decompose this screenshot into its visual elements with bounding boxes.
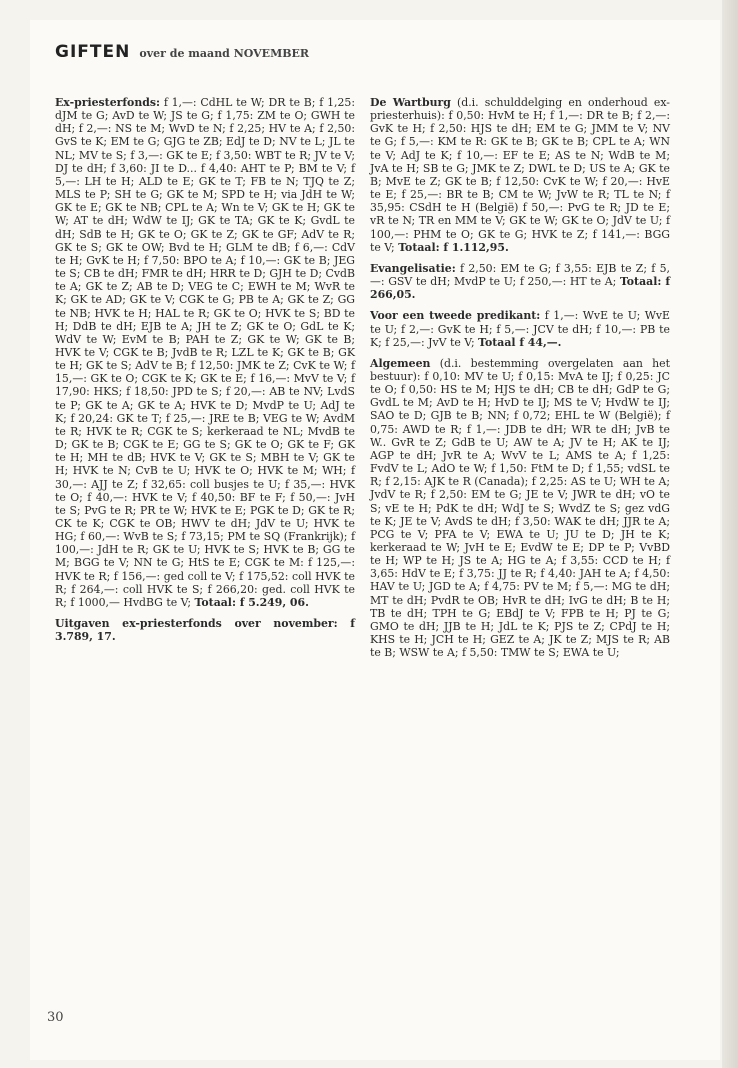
section-body: (d.i. bestemming overgelaten aan het bestuur): f 0,10: MV te U; f 0,15: MvA te IJ; f 0,25: JC te O; f 0,50: HS te M; HJS te dH; CB te dH; GdP te G; GvdL te M; AvD te H; HvD te IJ; MS te V; HvdW te IJ; SAO te D; GJB te B; NN; f 0,72; EHL te W (België); f 0,75: AWD te R; f 1,—: JDB te dH; WR te dH; JvB te W.. GvR te Z; GdB te U; AW te A; JV te H; AK te IJ; AGP te dH; JvR te A; WvV te L; AMS te A; f 1,25: FvdV te L; AdO te W; f 1,50: FtM te D; f 1,55; vdSL te R; f 2,15: AJK te R (Canada); f 2,25: AS te U; WH te A; JvdV te R; f 2,50: EM te G; JE te V; JWR te dH; vO te S; vE te H; PdK te dH; WdJ te S; WvdZ te S; gez vdG te K; JE te V; AvdS te dH; f 3,50: WAK te dH; JJR te A; PCG te V; PFA te V; EWA te U; JU te D; JH te K; kerkeraad te W; JvH te E; EvdW te E; DP te P; VvBD te H; WP te H; JS te A; HG te A; f 3,55: CCD te H; f 3,65: HdV te E; f 3,75: JJ te R; f 4,40: JAH te A; f 4,50: HAV te U; JGD te A; f 4,75: PV te M; f 5,—: MG te dH; MT te dH; PvdR te OB; HvR te dH; IvG te dH; B te H; TB te dH; TPH te G; EBdJ te V; FPB te H; PJ te G; GMO te dH; JJB te H; JdL te K; PJS te Z; CPdJ te H; KHS te H; JCH te H; GEZ te A; JK te Z; MJS te R; AB te B; WSW te A; f 5,50: TMW te S; EWA te U; bbox=[370, 356, 670, 660]
section-ex-priesterfonds bbox=[55, 96, 355, 609]
section-total: Totaal f 44,—. bbox=[478, 335, 562, 349]
section-label: Voor een tweede predikant: bbox=[370, 309, 541, 323]
page-header bbox=[55, 42, 309, 62]
section-uitgaven: Uitgaven ex-priesterfonds over november: f 3.789, 17. bbox=[55, 617, 355, 644]
page-title: GIFTEN bbox=[55, 42, 131, 62]
section-label: Ex-priesterfonds: bbox=[55, 96, 161, 109]
section-total: Totaal: f 266,05. bbox=[370, 275, 670, 302]
section-total: Totaal: f 5.249, 06. bbox=[194, 595, 309, 609]
section-evangelisatie bbox=[370, 262, 670, 301]
page-edge-shadow bbox=[722, 0, 738, 1068]
section-body: f 2,50: EM te G; f 3,55: EJB te Z; f 5,—: GSV te dH; MvdP te U; f 250,—: HT te A; bbox=[370, 261, 670, 289]
section-label: De Wartburg bbox=[370, 96, 451, 109]
section-total: Totaal: f 1.112,95. bbox=[398, 240, 509, 254]
section-body: f 1,—: CdHL te W; DR te B; f 1,25: dJM te G; AvD te W; JS te G; f 1,75: ZM te O; GWH te dH; f 2,—: NS te M; WvD te N; f 2,25; HV te A; f 2,50: GvS te K; EM te G; GJG te ZB; EdJ te D; NV te L; JL te NL; MV te S; f 3,—: GK te E; f 3,50: WBT te R; JV te V; DJ te dH; f 3,60: JI te D... f 4,40: AHT te P; BM te V; f 5,—: LH te H; ALD te E; GK te T; FB te N; TJQ te Z; MLS te P; SH te G; GK te M; SPD te H; via JdH te W; GK te E; GK te NB; CPL te A; Wn te V; GK te H; GK te W; AT te dH; WdW te IJ; GK te TA; GK te K; GvdL te dH; SdB te H; GK te O; GK te Z; GK te GF; AdV te R; GK te S; GK te OW; Bvd te H; GLM te dB; f 6,—: CdV te H; GvK te H; f 7,50: BPO te A; f 10,—: GK te B; JEG te S; CB te dH; FMR te dH; HRR te D; GJH te D; CvdB te A; GK te Z; AB te D; VEG te C; EWH te M; WvR te K; GK te AD; GK te V; CGK te G; PB te A; GK te Z; GG te NB; HVK te H; HAL te R; GK te O; HVK te S; BD te H; DdB te dH; EJB te A; JH te Z; GK te O; GdL te K; WdV te W; EvM te B; PAH te Z; GK te W; GK te B; HVK te V; CGK te B; JvdB te R; LZL te K; GK te B; GK te H; GK te S; AdV te B; f 12,50: JMK te Z; CvK te W; f 15,—: GK te O; CGK te K; GK te E; f 16,—: MvV te V; f 17,90: HKS; f 18,50: JPD te S; f 20,—: AB te NV; LvdS te P; GK te A; GK te A; HVK te D; MvdP te U; AdJ te K; f 20,24: GK te T; f 25,—: JRE te B; VEG te W; AvdM te R; HVK te R; CGK te S; kerkeraad te NL; MvdB te D; GK te B; CGK te E; GG te S; GK te O; GK te F; GK te H; MH te dB; HVK te V; GK te S; MBH te V; GK te H; HVK te N; CvB te U; HVK te O; HVK te M; WH; f 30,—: AJJ te Z; f 32,65: coll busjes te U; f 35,—: HVK te O; f 40,—: HVK te V; f 40,50: BF te F; f 50,—: JvH te S; PvG te R; PR te W; HVK te E; PGK te D; GK te R; CK te K; CGK te OB; HWV te dH; JdV te U; HVK te HG; f 60,—: WvB te S; f 73,15; PM te SQ (Frankrijk); f 100,—: JdH te R; GK te U; HVK te S; HVK te B; GG te M; BGG te V; NN te G; HtS te E; CGK te M: f 125,—: HVK te R; f 156,—: ged coll te V; f 175,52: coll HVK te R; f 264,—: coll HVK te S; f 266,20: ged. coll HVK te R; f 1000,— HvdBG te V; bbox=[55, 96, 355, 609]
section-algemeen bbox=[370, 357, 670, 660]
section-wartburg bbox=[370, 96, 670, 254]
section-label: Algemeen bbox=[370, 356, 431, 370]
left-column bbox=[55, 96, 355, 651]
page-number: 30 bbox=[47, 1010, 64, 1025]
section-body: (d.i. schulddelging en onderhoud ex-priesterhuis): f 0,50: HvM te H; f 1,—: DR te B; f 2,—: GvK te H; f 2,50: HJS te dH; EM te G; JMM te V; NV te G; f 5,—: KM te R: GK te B; GK te B; CPL te A; WN te V; AdJ te K; f 10,—: EF te E; AS te N; WdB te M; JvA te H; SB te G; JMK te Z; DWL te D; US te A; GK te B; MvE te Z; GK te B; f 12,50: CvK te W; f 20,—: HvE te E; f 25,—: BR te B; CM te W; JvW te R; TL te N; f 35,95: CSdH te H (België) f 50,—: PvG te R; JD te E; vR te N; TR en MM te V; GK te W; GK te O; JdV te U; f 100,—: PHM te O; GK te G; HVK te Z; f 141,—: BGG te V; bbox=[370, 96, 670, 254]
page-subtitle: over de maand NOVEMBER bbox=[139, 47, 310, 60]
section-label: Evangelisatie: bbox=[370, 261, 456, 275]
section-body: f 1,—: WvE te U; WvE te U; f 2,—: GvK te H; f 5,—: JCV te dH; f 10,—: PB te K; f 25,—: JvV te V; bbox=[370, 309, 671, 349]
section-tweede-predikant bbox=[370, 309, 670, 348]
right-column bbox=[370, 96, 670, 667]
